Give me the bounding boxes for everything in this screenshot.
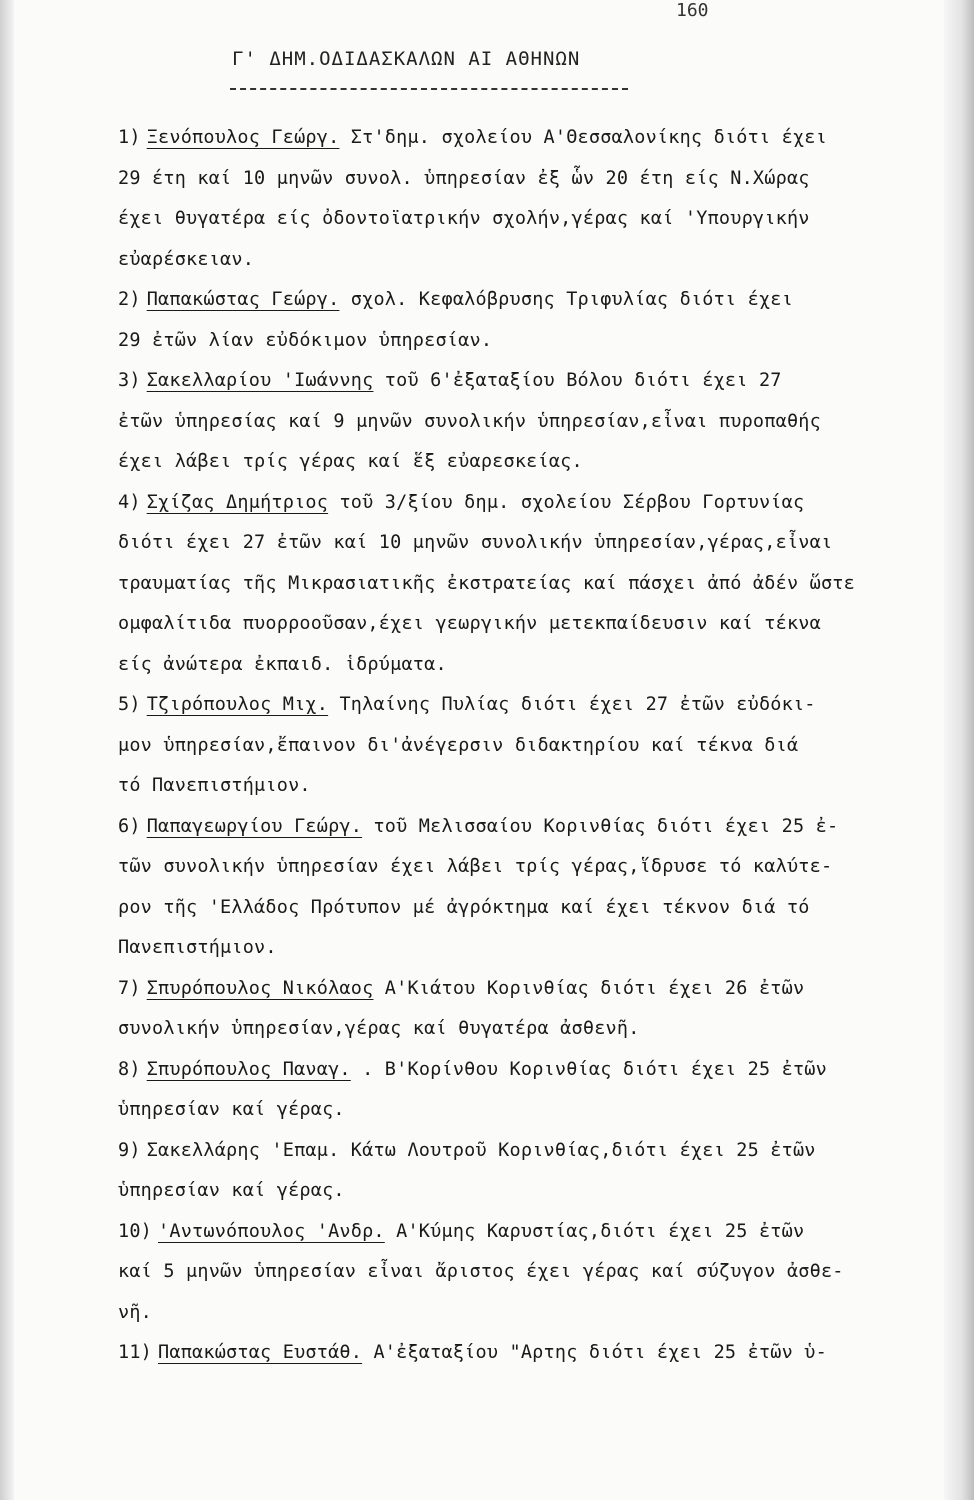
entry-line <box>118 888 938 929</box>
entry-name: Παπαγεωργίου Γεώργ. <box>146 815 363 837</box>
entry-line <box>118 564 938 605</box>
entry-line <box>118 969 938 1010</box>
entry-text: τοῦ Μελισσαίου Κορινθίας διότι έχει 25 ἐ- <box>373 815 839 837</box>
header-underline <box>230 88 628 90</box>
entry-text: τραυματίας τῆς Μικρασιατικῆς ἐκστρατείας καί πάσχει ἀπό ἀδέν ὥστε <box>118 572 855 594</box>
entry-line <box>118 1333 938 1374</box>
entry-line <box>118 199 938 240</box>
entry-text: Α'ἐξαταξίου "Αρτης διότι έχει 25 ἐτῶν ὑ- <box>373 1342 827 1363</box>
entry-name: 'Αντωνόπουλος 'Ανδρ. <box>158 1220 385 1242</box>
entry-text: ἐτῶν ὑπηρεσίας καί 9 μηνῶν συνολικήν ὑπηρεσίαν,εἶναι πυροπαθής <box>118 410 821 432</box>
entry-text: ὑπηρεσίαν καί γέρας. <box>118 1099 345 1120</box>
entry-text: ρον τῆς 'Ελλάδος Πρότυπον μέ ἀγρόκτημα καί έχει τέκνον διά τό <box>118 896 810 918</box>
entry-line <box>118 1252 938 1293</box>
entry-4 <box>118 483 938 686</box>
entry-line <box>118 442 938 483</box>
entry-line <box>118 928 938 969</box>
entry-3 <box>118 361 938 483</box>
entry-name: Παπακώστας Ευστάθ. <box>158 1342 363 1363</box>
entry-text: 29 έτη καί 10 μηνῶν συνολ. ὑπηρεσίαν ἐξ ὧν 20 έτη είς Ν.Χώρας <box>118 167 810 189</box>
entry-8 <box>118 1050 938 1131</box>
entry-text: μον ὑπηρεσίαν,ἔπαινον δι'ἀνέγερσιν διδακτηρίου καί τέκνα διά <box>118 734 799 756</box>
entry-text: σχολ. Κεφαλόβρυσης Τριφυλίας διότι έχει <box>350 289 793 310</box>
entry-name: Τζιρόπουλος Μιχ. <box>146 694 329 715</box>
entry-text: 29 ἐτῶν λίαν εὐδόκιμον ὑπηρεσίαν. <box>118 329 493 351</box>
entry-line <box>118 321 938 362</box>
entry-line <box>118 807 938 848</box>
entry-text: τοῦ 3/ξίου δημ. σχολείου Σέρβου Γορτυνίας <box>339 491 805 513</box>
entry-text: τῶν συνολικήν ὑπηρεσίαν έχει λάβει τρίς γέρας,ἵδρυσε τό καλύτε- <box>118 856 833 877</box>
entry-text: διότι έχει 27 ἐτῶν καί 10 μηνῶν συνολικήν ὑπηρεσίαν,γέρας,εἶναι <box>118 532 833 553</box>
entry-name: Σπυρόπουλος Νικόλαος <box>146 977 374 999</box>
entry-text: ὑπηρεσίαν καί γέρας. <box>118 1180 345 1201</box>
entry-line <box>118 523 938 564</box>
entry-text: είς ἀνώτερα ἐκπαιδ. ἱδρύματα. <box>118 653 447 675</box>
entry-name: Σπυρόπουλος Παναγ. <box>146 1058 351 1080</box>
entry-line <box>118 685 938 726</box>
entry-text: Σακελλάρης 'Επαμ. Κάτω Λουτροῦ Κορινθίας,διότι έχει 25 ἐτῶν <box>146 1139 816 1161</box>
entry-line <box>118 1050 938 1091</box>
entry-number: 8) <box>118 1058 141 1080</box>
entry-text: τό Πανεπιστήμιον. <box>118 775 311 796</box>
entry-line <box>118 1293 938 1334</box>
entry-line <box>118 159 938 200</box>
entry-number: 5) <box>118 694 141 715</box>
entry-text: συνολικήν ὑπηρεσίαν,γέρας καί θυγατέρα ἀσθενῆ. <box>118 1018 640 1039</box>
entry-line <box>118 361 938 402</box>
entry-text: ομφαλίτιδα πυορροοῦσαν,έχει γεωργικήν μετεκπαίδευσιν καί τέκνα <box>118 613 821 634</box>
document-header: Γ' ΔΗΜ.ΟΔΙΔΑΣΚΑΛΩΝ ΑΙ ΑΘΗΝΩΝ <box>232 48 581 70</box>
entry-line <box>118 1090 938 1131</box>
entry-line <box>118 1212 938 1253</box>
entry-line <box>118 1131 938 1172</box>
entry-text: τοῦ 6'ἐξαταξίου Βόλου διότι έχει 27 <box>384 370 782 391</box>
entry-6 <box>118 807 938 969</box>
entry-number: 10) <box>118 1220 153 1242</box>
entry-10 <box>118 1212 938 1334</box>
entry-list <box>118 118 938 1374</box>
entry-number: 11) <box>118 1342 153 1363</box>
entry-text: . Β'Κορίνθου Κορινθίας διότι έχει 25 ἐτῶν <box>362 1058 827 1080</box>
entry-text: καί 5 μηνῶν ὑπηρεσίαν εἶναι ἄριστος έχει γέρας καί σύζυγον ἀσθε- <box>118 1261 844 1282</box>
entry-line <box>118 240 938 281</box>
entry-1 <box>118 118 938 280</box>
entry-line <box>118 847 938 888</box>
entry-number: 1) <box>118 127 141 148</box>
entry-name: Παπακώστας Γεώργ. <box>146 289 340 310</box>
entry-text: έχει θυγατέρα είς ὀδοντοϊατρικήν σχολήν,γέρας καί 'Υπουργικήν <box>118 208 810 229</box>
entry-5 <box>118 685 938 807</box>
entry-line <box>118 1009 938 1050</box>
entry-2 <box>118 280 938 361</box>
entry-number: 4) <box>118 491 141 513</box>
page-number-mark: 160 <box>676 0 709 21</box>
entry-text: έχει λάβει τρίς γέρας καί ἕξ εὐαρεσκείας. <box>118 451 583 472</box>
entry-line <box>118 604 938 645</box>
entry-name: Σακελλαρίου 'Ιωάννης <box>146 370 374 391</box>
page-left-edge <box>0 0 14 1500</box>
entry-line <box>118 118 938 159</box>
entry-text: Πανεπιστήμιον. <box>118 937 277 958</box>
entry-line <box>118 402 938 443</box>
entry-text: Α'Κιάτου Κορινθίας διότι έχει 26 ἐτῶν <box>384 977 805 999</box>
entry-number: 6) <box>118 815 141 837</box>
entry-name: Σχίζας Δημήτριος <box>146 491 329 513</box>
entry-text: νῆ. <box>118 1301 153 1323</box>
entry-line <box>118 645 938 686</box>
entry-9 <box>118 1131 938 1212</box>
entry-line <box>118 726 938 767</box>
entry-text: Α'Κύμης Καρυστίας,διότι έχει 25 ἐτῶν <box>396 1220 805 1242</box>
entry-name: Ξενόπουλος Γεώργ. <box>146 127 340 148</box>
entry-text: εὐαρέσκειαν. <box>118 248 255 270</box>
entry-11 <box>118 1333 938 1374</box>
entry-line <box>118 766 938 807</box>
entry-line <box>118 280 938 321</box>
entry-text: Στ'δημ. σχολείου Α'Θεσσαλονίκης διότι έχει <box>350 127 827 148</box>
entry-number: 9) <box>118 1139 141 1161</box>
entry-line <box>118 1171 938 1212</box>
entry-number: 2) <box>118 289 141 310</box>
entry-number: 3) <box>118 370 141 391</box>
page-right-edge <box>944 0 974 1500</box>
entry-line <box>118 483 938 524</box>
entry-number: 7) <box>118 977 141 999</box>
entry-7 <box>118 969 938 1050</box>
entry-text: Τηλαίνης Πυλίας διότι έχει 27 ἐτῶν εὐδόκι- <box>339 694 816 715</box>
